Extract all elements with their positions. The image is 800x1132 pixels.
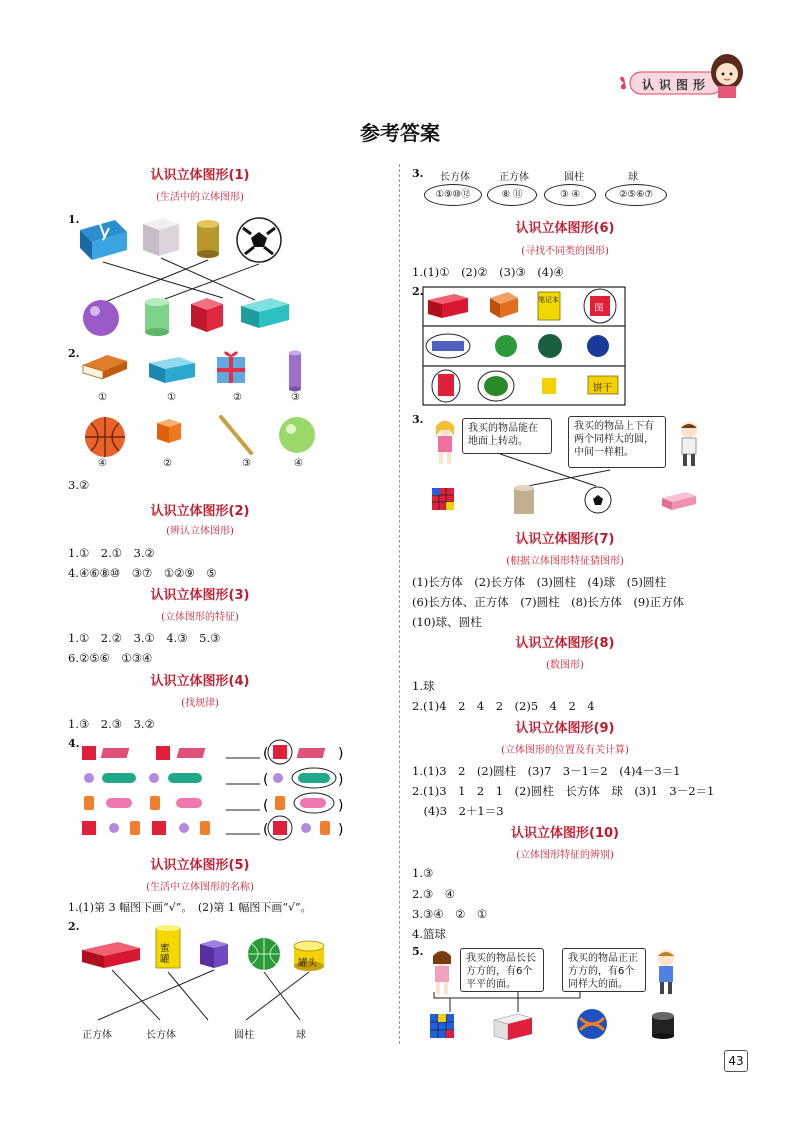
girl-avatar-icon: [708, 50, 746, 98]
s10-bubble-right: 我买的物品正正方方的，有6个同样大的面。: [562, 948, 646, 992]
blue-orange-ball-icon: [577, 1009, 607, 1039]
q2-label-7: ③: [242, 458, 251, 469]
present-box-icon: [217, 352, 245, 383]
q2-number: 2.: [68, 347, 80, 360]
section-subtitle-7: (根据立体图形特征猜图形): [506, 556, 624, 567]
section-title-10: 认识立体图形(10): [511, 826, 619, 841]
s8-line-1: 1.球: [412, 679, 435, 693]
badge-label: 认识图形: [642, 78, 711, 92]
s2-line-2: 4.④⑥⑧⑩ ③⑦ ①②⑨ ⑤: [68, 566, 217, 580]
blue-cuboid-icon: [149, 357, 195, 383]
section-title-1: 认识立体图形(1): [150, 168, 250, 183]
purple-ball-icon: [83, 300, 119, 336]
purple-cube-icon: [200, 940, 228, 968]
yellow-can-icon: [542, 378, 556, 394]
section-subtitle-5: (生活中立体图形的名称): [146, 882, 254, 893]
gold-can-icon: [197, 220, 219, 258]
green-sphere-icon: [495, 335, 517, 357]
section-title-7: 认识立体图形(7): [515, 532, 615, 547]
teal-cuboid-icon: [241, 298, 289, 328]
q2-label-8: ④: [294, 458, 303, 469]
biscuit-tag: 饼干: [593, 383, 613, 394]
q2-label-6: ②: [163, 458, 172, 469]
gift-box-icon: [80, 220, 127, 260]
section-title-9: 认识立体图形(9): [515, 721, 615, 736]
row-1: [82, 740, 343, 764]
s6-q3-number: 3.: [412, 413, 424, 426]
r-q3-head-4: 球: [628, 172, 638, 183]
s9-line-3: (4)3 2＋1＝3: [412, 804, 504, 818]
s7-line-2: (6)长方体、正方体 (7)圆柱 (8)长方体 (9)正方体: [412, 595, 685, 609]
section-title-3: 认识立体图形(3): [150, 588, 250, 603]
s6-q2-number: 2.: [412, 285, 424, 298]
s2-line-1: 1.① 2.① 3.②: [68, 546, 155, 560]
q1-number: 1.: [68, 213, 80, 226]
q2-shapes-figure: [75, 345, 335, 465]
pink-eraser-icon: [662, 492, 696, 510]
q2-label-1: ①: [98, 392, 107, 403]
soccer-ball-icon: [237, 218, 281, 262]
s6-bubble-right: 我买的物品上下有两个同样大的圆，中间一样粗。: [568, 416, 666, 468]
s10-line-1: 1.③: [412, 866, 434, 880]
row-2: [84, 768, 343, 788]
orange-cube-icon: [157, 419, 181, 443]
q2-label-2: ①: [167, 392, 176, 403]
cube-box-icon: [143, 218, 179, 256]
notebook-tag: 笔记本: [538, 296, 559, 304]
s6-bubble-left: 我买的物品能在地面上转动。: [462, 418, 552, 454]
r-q3-group-4: ②⑤⑥⑦: [605, 184, 667, 206]
section-subtitle-8: (数图形): [546, 660, 584, 671]
pattern-figure: [80, 738, 350, 848]
q2-label-5: ④: [98, 458, 107, 469]
teal-ball-icon: [538, 334, 562, 358]
s7-line-3: (10)球、圆柱: [412, 615, 482, 629]
red-cube-icon: [191, 298, 223, 332]
circled-can-icon: [432, 370, 460, 402]
red-cuboid-icon: [82, 942, 140, 968]
green-cylinder-icon: [145, 298, 169, 336]
row-4: [82, 816, 343, 840]
s4-line-1: 1.③ 2.③ 3.②: [68, 717, 155, 731]
purple-cylinder-icon: [289, 351, 301, 392]
name-label-1: 正方体: [82, 1030, 112, 1041]
name-label-3: 圆柱: [234, 1030, 254, 1041]
svg-text:): ): [338, 772, 344, 788]
roll-cylinder-icon: [514, 485, 534, 514]
q2-label-4: ③: [291, 392, 300, 403]
r-q3-head-1: 长方体: [440, 172, 470, 183]
red-box-tag: 图: [594, 303, 604, 314]
s5-matching-lines: [98, 970, 309, 1020]
svg-text:(: (: [263, 772, 269, 788]
svg-text:): ): [338, 798, 344, 814]
svg-text:): ): [338, 822, 344, 838]
r-q3-number: 3.: [412, 167, 424, 180]
red-brick-icon: [428, 294, 468, 318]
column-divider: [399, 164, 400, 1044]
s10-line-4: 4.篮球: [412, 927, 446, 941]
blue-sphere-icon: [587, 335, 609, 357]
flute-icon: [221, 417, 251, 453]
green-ball-icon-2: [248, 938, 280, 970]
black-pot-icon: [652, 1012, 674, 1039]
circled-blue-box-icon: [426, 334, 470, 358]
section-subtitle-3: (立体图形的特征): [161, 612, 239, 623]
s10-bubble-left: 我买的物品长长方方的，有6个平平的面。: [460, 948, 544, 992]
section-title-6: 认识立体图形(6): [515, 221, 615, 236]
s3-line-1: 1.① 2.② 3.① 4.③ 5.③: [68, 631, 221, 645]
s10-line-2: 2.③ ④: [412, 887, 456, 901]
svg-text:): ): [338, 746, 344, 762]
s4-q4-number: 4.: [68, 737, 80, 750]
s7-line-1: (1)长方体 (2)长方体 (3)圆柱 (4)球 (5)圆柱: [412, 575, 666, 589]
r-q3-head-3: 圆柱: [564, 172, 584, 183]
soccer-ball-icon-2: [585, 487, 611, 513]
s10-q5-figure: [420, 990, 710, 1046]
section-title-4: 认识立体图形(4): [150, 674, 250, 689]
r-q3-head-2: 正方体: [499, 172, 529, 183]
section-subtitle-9: (立体图形的位置及有关计算): [501, 745, 629, 756]
section-title-2: 认识立体图形(2): [150, 504, 250, 519]
q1-matching-figure: [75, 210, 335, 340]
s3-line-2: 6.②⑤⑥ ①③④: [68, 651, 153, 665]
svg-text:(: (: [263, 798, 269, 814]
section-subtitle-1: (生活中的立体图形): [156, 192, 244, 203]
s10-line-3: 3.③④ ② ①: [412, 907, 488, 921]
rubiks-cube-icon-2: [430, 1014, 454, 1038]
section-subtitle-10: (立体图形特征的辨别): [516, 850, 614, 861]
q2-label-3: ②: [233, 392, 242, 403]
row-3: [84, 793, 343, 814]
s5-line-1: 1.(1)第 3 幅图下画“√”。 (2)第 1 幅图下画“√”。: [68, 901, 312, 914]
r-q3-group-3: ③ ④: [544, 184, 596, 206]
green-ball-icon: [279, 417, 315, 453]
section-title-5: 认识立体图形(5): [150, 858, 250, 873]
book-icon: [83, 355, 127, 379]
s6-q3-figure: [420, 450, 710, 520]
page-title: 参考答案: [360, 121, 440, 145]
svg-text:(: (: [263, 746, 269, 762]
r-q3-group-1: ①⑨⑩⑫: [424, 184, 482, 206]
svg-text:(: (: [263, 822, 269, 838]
red-white-box-icon: [494, 1014, 532, 1040]
section-subtitle-4: (找规律): [181, 698, 219, 709]
header-badge: [616, 68, 736, 98]
rubiks-cube-icon: [432, 488, 454, 510]
orange-book-icon: [490, 292, 518, 318]
section-subtitle-2: (辨认立体图形): [166, 526, 234, 537]
basketball-icon: [85, 417, 125, 457]
section-subtitle-6: (寻找不同类的图形): [521, 246, 609, 257]
s5-matching-figure: [78, 922, 348, 1027]
r-q3-group-2: ⑧ ⑪: [487, 184, 537, 206]
s6-line-1: 1.(1)① (2)② (3)③ (4)④: [412, 265, 564, 279]
s9-line-2: 2.(1)3 1 2 1 (2)圆柱 长方体 球 (3)1 3－2＝1: [412, 784, 715, 798]
page-number: 43: [724, 1050, 748, 1072]
circled-watermelon-icon: [478, 371, 514, 401]
name-label-4: 球: [296, 1030, 306, 1041]
s8-line-2: 2.(1)4 2 4 2 (2)5 4 2 4: [412, 699, 595, 713]
honey-jar-tag: 蜜罐: [160, 943, 170, 965]
section-title-8: 认识立体图形(8): [515, 636, 615, 651]
s10-q5-number: 5.: [412, 945, 424, 958]
s5-q2-number: 2.: [68, 920, 80, 933]
name-label-2: 长方体: [146, 1030, 176, 1041]
matching-lines: [103, 258, 259, 302]
q3-answer: 3.②: [68, 478, 90, 492]
tin-can-tag: 罐头: [298, 958, 318, 969]
s9-line-1: 1.(1)3 2 (2)圆柱 (3)7 3－1＝2 (4)4－3＝1: [412, 764, 681, 778]
